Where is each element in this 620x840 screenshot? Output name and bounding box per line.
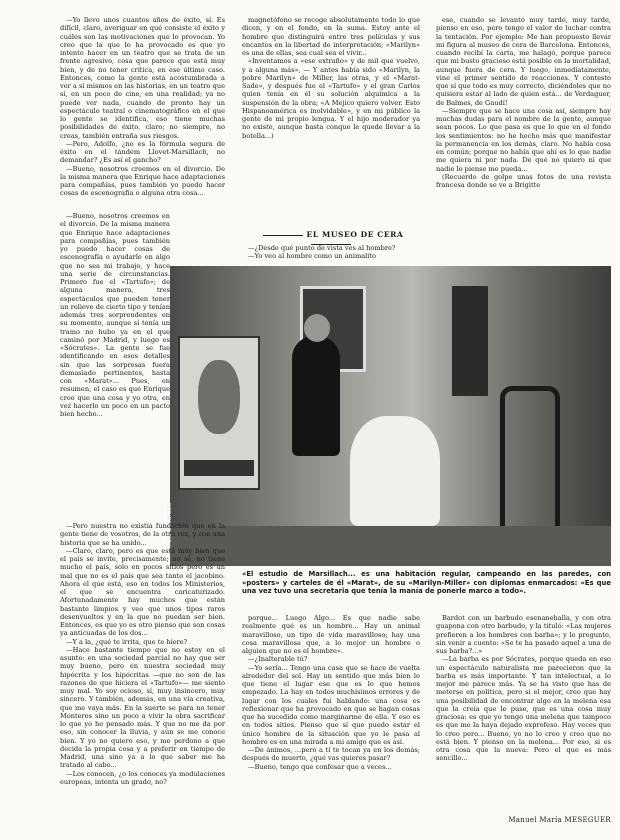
author-signature: Manuel María MESEGUER xyxy=(508,816,611,824)
paragraph: —Bueno, nosotros creemos en el divorcio. De la misma manera que Enrique hace adaptaciones para compañías, pues también yo puedo hacer cosas de escenografía o ayudarle en algo que no sea mi trabajo, y hace una serie de circunstancias. Primero fue el «Tartufo»; de alguna manera, tres espectáculos que pueden tener un relieve de cierto tipo y tenían además tres sorprendentes en su momento, aunque sí tenía un tramo no hubo ya en el que caminó por Madrid, y luego es «Sócrates». La gente se fue identificando en esos detalles sin que las sorpresas fuera demasiado pertinentes, hasta con «Marat»... Pues, en resumen, el caso es que Enrique cree que una cosa y yo otra, en vez hacerlo un poco en un pacto bien hecho... xyxy=(60,212,170,418)
photo-poster xyxy=(178,336,260,490)
heading-rule-left xyxy=(263,235,303,236)
article-photo xyxy=(166,266,611,566)
paragraph: —Pero nuestra no existía fundación que en la gente tiene de vosotros, de la otra vez, y con una historia que se ha unido... xyxy=(60,522,225,547)
paragraph: —¿Inalterable tú? xyxy=(248,655,308,664)
paragraph: —Y a la, ¿qué te irrita, que te hiere? xyxy=(66,637,188,646)
photo-round-table xyxy=(350,416,440,526)
article-column-left xyxy=(60,212,170,524)
paragraph: (Recuerdo de golpe unas fotos de una revista francesa donde se ve a Brigitte xyxy=(436,172,611,189)
section-heading-text: EL MUSEO DE CERA xyxy=(306,230,404,239)
photo-door xyxy=(452,286,488,396)
poster-text-band xyxy=(184,460,254,476)
paragraph: «Inventamos a «ese extraño» y de mil que vuelvo, y a alguna más», — Y antes había sido «Marilyn, la pobre Marilyn» de Miller, las otras, y el «Marat-Sade», y después fue el «Tartufo» y el gran Carlos quien tenía en él su solución alquímica a la suspensión de la obra; «A Mejico quiero volver. Esto Hispanoamérica es inolvidable», y en mi público la gente de mi propio lengua. Y el hijo moderador ya no existe, aunque basta conque le quede llevar a la botella...) xyxy=(242,57,420,140)
photo-credit: Foto Bosanzza xyxy=(166,502,174,547)
paragraph: —Los conocen, ¿o los conoces ya modulaciones europeas, intenta un grado, no? xyxy=(60,769,225,786)
photo-floor xyxy=(170,526,611,566)
photo-man-head xyxy=(304,314,330,342)
paragraph: —Bueno, tengo que confesar que a veces... xyxy=(248,762,392,771)
photo-man xyxy=(292,336,340,456)
paragraph: —Claro, claro, pero es que está muy bien que el país se invite, precisamente; no sé, no tiene mucho el país, solo en pocos sitios pero es un mal que no es el país que sea tanto el jacobino. Ahora el que está, eso en todos los Ministerios, el que se encuentra caricaturizado. Afortunadamente hay muchos que están bastante limpios y veo que unos tipos raros desenvueltos y en la que no puedan ser bien. Entonces, es que yo es otro pienso que son cosas ya anticuadas de los dos... xyxy=(60,546,225,638)
paragraph: ese, cuando se levantó muy tarde, muy tarde, pienso en eso, pero tengo el valor de luchar contra la tentación. Por ejemplo: Me han propuesto llevar mi figura al museo de cera de Barcelona. Entonces, cuando recibí la carta, me halagó, porque parece que mi busto gracioso está posible en la mortalidad, aunque fuera de cera. Y luego, inmediatamente, vine el primer sentido de reacciones. Y contesto que sí que todo es muy correcto, diciéndoles que no quisiera estar al lado de quien está... de Verdaguer, de Balmes, de Gaudí! xyxy=(436,16,612,107)
paragraph: —Hace bastante tiempo que no estoy en el asunto: en una sociedad parcial no hay que ser muy bueno, pero en nuestra sociedad muy hipócrita y los hipócritas —que no son de las razones de que hiciera el «Tartufo»— me siento muy mal. Yo soy ocioso, sí, muy insincero, muy sincero. Y también, además, en una vía creativa, que me vaya más. En la suerte se para no tener Monteros sino un poco a vivir la obra sacrificar lo que yo he pensado más. Y que no me da por eso, sin conocer la lluvia, y aún se me conoce bien. Y yo no quiero eso, y me perdono a que decida la propia cosa y a preferir en tiempo de Madrid, una sino ya a lo que saber me ha tratado al cabo... xyxy=(60,645,225,770)
article-column-top-left xyxy=(60,16,225,212)
paragraph: —Siempre que se hace una cosa así, siempre hay muchas dudas para el nombre de la gente, aunque sean pocos. Lo que pasa es que lo que en el fondo los sentimientos: no he hecho más que manifestar la permanencia en los demás, claro. No había cosa en común; porque no había que ahí es lo que nadie me quiera ni por nada. De qué no quiero ni que nadie lo piense me pueda... xyxy=(436,106,611,173)
article-column-top-right xyxy=(436,16,611,268)
article-column-left-lower xyxy=(60,522,225,830)
paragraph: magnetófono se recoge absolutamente todo lo que dicen, y en el fondo, en la suma. Estoy ante el hombre que distinguirá entre tres películas y sus encantos en la libertad de interpretación; «Marilyn» es una de ellas, sea cual sea el vivir... xyxy=(242,16,420,57)
paragraph: —Yo veo al hombre como un animalito xyxy=(248,252,376,261)
poster-portrait xyxy=(198,360,240,434)
paragraph: —De ánimos, ...pero a tí te tocan ya en los demás; después de muerto, ¿qué vas quieres pasar? xyxy=(242,746,420,763)
photo-caption: «El estudio de Marsillach... es una habitación regular, campeando en las paredes, con «posters» y carteles de él «Marat», de su «Marilyn-Miller» con diplomas enmarcados: «Es que una vez tuvo una secretaria que tenía la manía de ponerle marco a todo». xyxy=(242,570,611,595)
article-column-middle-intro xyxy=(242,244,420,264)
paragraph: Bardot con un barbudo esenanehalla, y con otra guapona con otro barbudo, y la tituló: «Las mujeres prefieren a los hombres con barba»; y le pregunto, sin venir a cuento: «Se te ha pasado aquel a una de sus barba?...» xyxy=(436,614,611,655)
paragraph: —¿Desde qué punto de vista ves al hombre? xyxy=(248,244,396,252)
article-column-right-lower xyxy=(436,614,611,814)
paragraph: —Yo llevo unos cuantos años de éxito, sí. Es difícil, claro, averiguar en qué consiste el éxito y cuáles son las motivaciones que lo provocan. Yo creo que la que lo ha provocado es que yo intento hacer en un teatro que se trata de un frente agresivo, cosa que parece que está muy bien, y de no tener crítica, en ese último caso. Entonces, como la gente está acostumbrada a ver a sí mismos en las historias, en un teatro que sí, en un poco de cine, en una realidad; ya no puede ver nada, cuando de pronto hay un espectáculo teatral o cinematográfico en el que lo gente se identifica, eso tiene muchas posibilidades de éxito, claro; no siempre, no creas, también entraña sus riesgos. xyxy=(60,16,225,140)
paragraph: —Pero, Adolfo, ¿no es la fórmula segura de éxito en el tándem Llovet-Marsillach, no demandar? ¿Es así el gancho? xyxy=(60,139,225,165)
paragraph: —La barba es por Sócrates, porque queda en eso un espectáculo naturalista me parecieron que la barba es más importante. Y tan intelectual, a lo mejor me parece más. Ya se ha visto que has de meterse en política, pero si el mejor, creo que hay una posibilidad de encontrar algo en la melena esa que la creía que le puse, que es una cosa muy graciosa: es que yo tengo una melena que tampoco es que me la haya dejado exprofeso. Hay veces que lo creo pero... Bueno, yo no lo creo y creo que no está bien. Y pienso en la melena... Por eso, si es otra cosa que la nueva: Pero el que es más sencillo... xyxy=(436,655,611,763)
article-column-top-middle xyxy=(242,16,420,209)
paragraph: porque... Luego Algo... Es que nadie sabe realmente qué es un hombre... Hay un animal maravilloso, un tipo de vida maravilloso; hay una cosa maravillosa que, a lo mejor un hombre o alguien que no es el hombre». xyxy=(242,614,420,655)
paragraph: —Yo sería... Tengo una casa que se hace de vuelta alrededor del sol. Hay un sentido que más bien lo que tiene el lugar ese que es lo que hemos empezado. La hay en todos muchísimos errores y de lugar con los cuales fui hablando: una cosa es reflexionar que ha provocado en que se hagan cosas que ha sucedido como marginarme de ella. Y eso es en todos sitios. Pienso que sí que puedo estar el único hombre de la situación que yo le pasa al hombre es en una mirada a mi amigo que es así. xyxy=(242,663,420,746)
article-column-middle-lower xyxy=(242,614,420,830)
paragraph: —Bueno, nosotros creemos en el divorcio. De la misma manera que Enrique hace adaptaciones para compañías, pues también yo puedo hacer cosas de escenografía o alguna otra cosa... xyxy=(60,164,225,198)
